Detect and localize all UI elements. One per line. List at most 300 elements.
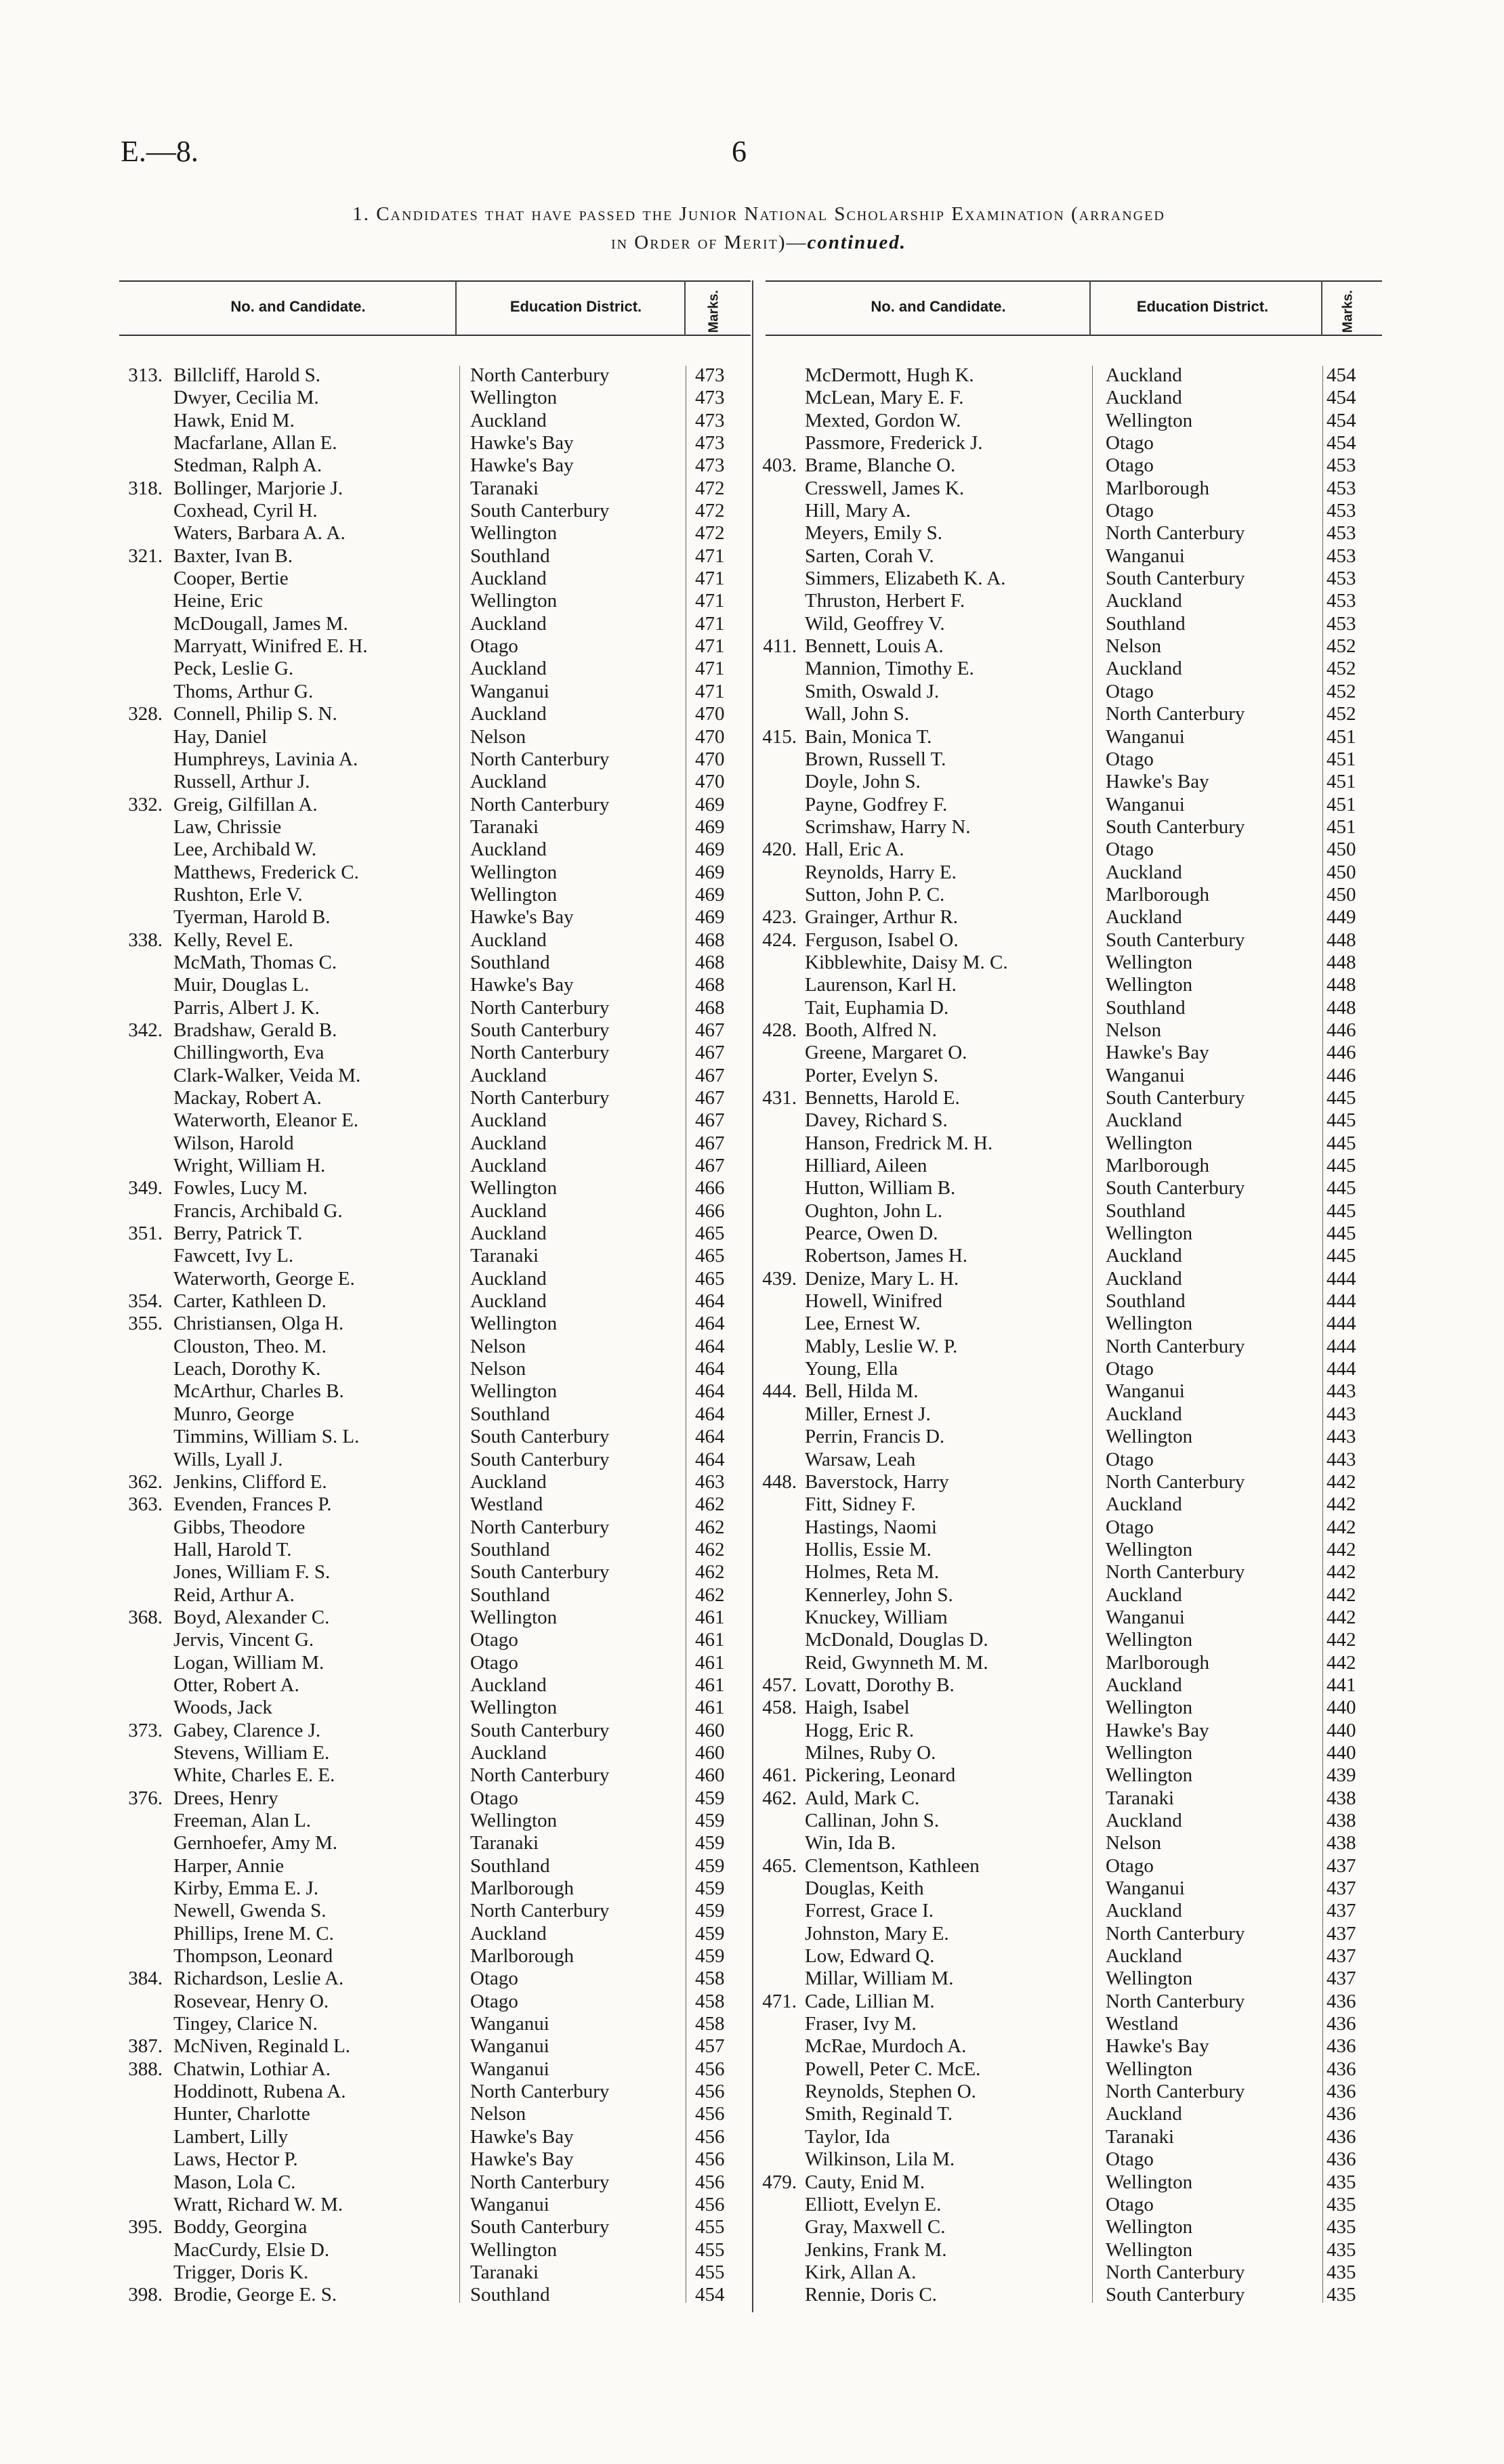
education-district: Hawke's Bay [470, 906, 574, 929]
table-row [753, 2148, 1382, 2171]
marks-value: 444 [1327, 1358, 1356, 1380]
candidate-name: Douglas, Keith [805, 1877, 924, 1900]
education-district: Wellington [1106, 1968, 1193, 1990]
education-district: South Canterbury [470, 500, 610, 522]
candidate-name: Lee, Archibald W. [173, 838, 317, 861]
table-row [753, 2284, 1382, 2306]
education-district: Wellington [1106, 1697, 1193, 1719]
education-district: Hawke's Bay [470, 432, 574, 454]
education-district: Auckland [1106, 1267, 1182, 1290]
education-district: Auckland [1106, 1810, 1182, 1831]
candidate-name: Tingey, Clarice N. [173, 2013, 318, 2035]
education-district: Otago [470, 635, 518, 658]
marks-value: 453 [1327, 612, 1356, 635]
table-row [753, 1991, 1382, 2013]
candidate-name: Booth, Alfred N. [805, 1019, 937, 1041]
education-district: North Canterbury [1106, 703, 1245, 725]
education-district: Hawke's Bay [470, 454, 574, 477]
table-row [753, 2013, 1382, 2035]
candidate-name: Auld, Mark C. [805, 1787, 920, 1809]
education-district: Wellington [1106, 2216, 1193, 2238]
candidate-name: Grainger, Arthur R. [805, 906, 958, 929]
education-district: Otago [1106, 1448, 1154, 1470]
candidate-name: Hill, Mary A. [805, 500, 911, 522]
candidate-name: Lovatt, Dorothy B. [805, 1674, 955, 1696]
table-row [753, 522, 1382, 545]
candidate-name: Lambert, Lilly [173, 2125, 289, 2148]
marks-value: 437 [1327, 1854, 1356, 1877]
candidate-name: Boddy, Georgina [173, 2216, 308, 2238]
marks-value: 436 [1327, 2125, 1356, 2148]
marks-value: 455 [695, 2238, 725, 2261]
education-district: Auckland [1106, 387, 1182, 409]
column-header-marks-right: Marks. [1340, 290, 1356, 333]
education-district: Wellington [470, 2238, 558, 2261]
education-district: Marlborough [470, 1877, 575, 1900]
education-district: Nelson [470, 1358, 526, 1380]
candidates-table-left [119, 364, 752, 2307]
candidate-name: Oughton, John L. [805, 1199, 942, 1222]
rank-number: 363. [128, 1493, 163, 1516]
marks-value: 471 [695, 545, 725, 567]
marks-value: 467 [695, 1132, 725, 1154]
table-row [753, 1674, 1382, 1697]
table-row [753, 952, 1382, 974]
education-district: North Canterbury [470, 2171, 610, 2193]
candidate-name: Hutton, William B. [805, 1177, 956, 1199]
education-district: Hawke's Bay [1106, 2035, 1209, 2058]
marks-value: 435 [1327, 2261, 1356, 2283]
education-district: Auckland [1106, 1900, 1182, 1922]
table-row [753, 906, 1382, 929]
candidate-name: Macfarlane, Allan E. [173, 432, 337, 454]
education-district: Wellington [1106, 1426, 1193, 1448]
table-row [753, 364, 1382, 387]
education-district: North Canterbury [470, 996, 610, 1019]
table-row [753, 1313, 1382, 1335]
rank-number: 462. [762, 1787, 797, 1809]
rank-number: 373. [128, 1719, 163, 1741]
education-district: Nelson [470, 725, 526, 748]
rank-number: 395. [128, 2216, 163, 2238]
marks-value: 453 [1327, 500, 1356, 522]
marks-value: 462 [695, 1538, 725, 1560]
education-district: Southland [470, 1854, 550, 1877]
education-district: Wanganui [1106, 1606, 1185, 1628]
marks-value: 464 [695, 1313, 725, 1335]
education-district: Southland [470, 1538, 550, 1560]
marks-value: 472 [695, 500, 725, 522]
marks-value: 440 [1327, 1741, 1356, 1764]
candidate-name: Hall, Harold T. [173, 1538, 292, 1560]
education-district: North Canterbury [1106, 522, 1245, 545]
table-row [753, 1245, 1382, 1267]
education-district: Auckland [1106, 1674, 1182, 1696]
marks-value: 459 [695, 1945, 725, 1968]
candidate-name: Smith, Reginald T. [805, 2103, 953, 2125]
marks-value: 435 [1327, 2171, 1356, 2193]
education-district: Wanganui [1106, 1380, 1185, 1403]
marks-value: 451 [1327, 771, 1356, 793]
candidate-name: Rushton, Erle V. [173, 883, 303, 906]
candidate-name: Bain, Monica T. [805, 725, 932, 748]
education-district: Westland [1106, 2013, 1179, 2035]
marks-value: 444 [1327, 1290, 1356, 1313]
rank-number: 355. [128, 1313, 163, 1335]
candidate-name: Woods, Jack [173, 1697, 272, 1719]
candidate-name: Kirk, Allan A. [805, 2261, 917, 2283]
candidate-name: Waterworth, George E. [173, 1267, 355, 1290]
table-row [119, 1877, 752, 1900]
education-district: Nelson [1106, 635, 1162, 658]
candidate-name: Cade, Lillian M. [805, 1990, 935, 2012]
marks-value: 459 [695, 1922, 725, 1945]
marks-value: 464 [695, 1380, 725, 1403]
marks-value: 459 [695, 1877, 725, 1900]
candidate-name: Miller, Ernest J. [805, 1403, 931, 1425]
marks-value: 444 [1327, 1335, 1356, 1357]
table-row [119, 1607, 752, 1629]
marks-value: 456 [695, 2125, 725, 2148]
education-district: Wellington [1106, 1132, 1193, 1154]
table-row [119, 1200, 752, 1223]
education-district: Wellington [470, 1810, 558, 1831]
table-row [753, 1290, 1382, 1313]
table-row [753, 1019, 1382, 1042]
education-district: Otago [1106, 1854, 1154, 1877]
candidate-name: Johnston, Mary E. [805, 1922, 949, 1945]
education-district: Wanganui [1106, 725, 1185, 748]
table-row [753, 454, 1382, 477]
marks-value: 449 [1327, 906, 1356, 929]
marks-value: 441 [1327, 1674, 1356, 1696]
marks-value: 436 [1327, 2081, 1356, 2103]
candidate-name: Young, Ella [805, 1358, 898, 1380]
table-row [119, 477, 752, 500]
education-district: North Canterbury [1106, 1990, 1245, 2012]
education-district: Marlborough [1106, 477, 1210, 499]
rank-number: 428. [762, 1019, 797, 1041]
education-district: North Canterbury [1106, 1922, 1245, 1945]
candidate-name: Payne, Godfrey F. [805, 793, 948, 815]
candidate-name: Phillips, Irene M. C. [173, 1922, 334, 1945]
table-row [119, 1652, 752, 1674]
table-row [119, 1223, 752, 1245]
candidate-name: Russell, Arthur J. [173, 771, 310, 793]
marks-value: 464 [695, 1448, 725, 1470]
table-row [753, 1877, 1382, 1900]
column-divider [1321, 280, 1322, 336]
education-district: Auckland [470, 1267, 547, 1290]
education-district: Otago [1106, 432, 1154, 454]
marks-value: 445 [1327, 1087, 1356, 1109]
education-district: Taranaki [470, 1245, 539, 1267]
education-district: Taranaki [470, 815, 539, 838]
candidate-name: Timmins, William S. L. [173, 1426, 360, 1448]
marks-value: 451 [1327, 725, 1356, 748]
education-district: Otago [1106, 454, 1154, 477]
candidate-name: Jones, William F. S. [173, 1561, 331, 1584]
candidate-name: Porter, Evelyn S. [805, 1064, 938, 1086]
table-row [753, 1629, 1382, 1651]
candidate-name: Parris, Albert J. K. [173, 996, 320, 1019]
marks-value: 471 [695, 612, 725, 635]
marks-value: 453 [1327, 590, 1356, 612]
rank-number: 471. [762, 1990, 797, 2012]
table-row [753, 2035, 1382, 2058]
table-row [119, 1403, 752, 1426]
education-district: South Canterbury [470, 2216, 610, 2238]
candidate-name: Reid, Arthur A. [173, 1584, 295, 1606]
table-row [119, 1358, 752, 1380]
table-row [119, 1516, 752, 1539]
rank-number: 362. [128, 1470, 163, 1493]
rank-number: 388. [128, 2058, 163, 2080]
marks-value: 469 [695, 861, 725, 883]
table-row [119, 1065, 752, 1087]
candidate-name: Mannion, Timothy E. [805, 658, 974, 680]
candidate-name: Boyd, Alexander C. [173, 1606, 330, 1628]
education-district: Hawke's Bay [1106, 771, 1209, 793]
column-header-district-right: Education District. [1136, 298, 1269, 315]
table-row [119, 1991, 752, 2013]
column-divider [455, 280, 457, 336]
candidate-name: Bell, Hilda M. [805, 1380, 919, 1403]
education-district: Auckland [470, 1741, 547, 1764]
education-district: Taranaki [470, 2261, 539, 2283]
table-row [753, 410, 1382, 432]
candidate-name: Billcliff, Harold S. [173, 364, 320, 386]
education-district: Auckland [1106, 2103, 1182, 2125]
candidate-name: Humphreys, Lavinia A. [173, 748, 358, 770]
candidate-name: Clark-Walker, Veida M. [173, 1064, 361, 1086]
table-row [119, 1290, 752, 1313]
table-row [119, 2013, 752, 2035]
rank-number: 461. [762, 1764, 797, 1787]
candidate-name: Stedman, Ralph A. [173, 454, 322, 477]
table-row [119, 2239, 752, 2261]
candidate-name: McArthur, Charles B. [173, 1380, 344, 1403]
education-district: Southland [1106, 996, 1186, 1019]
table-row [119, 1900, 752, 1922]
education-district: Otago [470, 1968, 518, 1990]
marks-value: 459 [695, 1900, 725, 1922]
education-district: Wanganui [470, 2058, 549, 2080]
marks-value: 467 [695, 1064, 725, 1086]
candidate-name: Cresswell, James K. [805, 477, 965, 499]
education-district: Hawke's Bay [1106, 1042, 1209, 1064]
candidate-name: Simmers, Elizabeth K. A. [805, 568, 1006, 590]
table-row [119, 2171, 752, 2194]
education-district: Auckland [470, 1290, 547, 1313]
marks-value: 451 [1327, 748, 1356, 770]
candidate-name: Laws, Hector P. [173, 2148, 298, 2171]
education-district: South Canterbury [470, 1019, 610, 1041]
education-district: Auckland [1106, 1584, 1182, 1606]
rank-number: 439. [762, 1267, 797, 1290]
candidate-name: Peck, Leslie G. [173, 658, 294, 680]
marks-value: 451 [1327, 815, 1356, 838]
candidate-name: Perrin, Francis D. [805, 1426, 945, 1448]
education-district: Wanganui [470, 2013, 549, 2035]
candidate-name: Dwyer, Cecilia M. [173, 387, 319, 409]
table-row [119, 1426, 752, 1448]
table-row [119, 2058, 752, 2081]
table-row [753, 1652, 1382, 1674]
rank-number: 448. [762, 1470, 797, 1493]
candidate-name: Gabey, Clarence J. [173, 1719, 321, 1741]
candidate-name: Warsaw, Leah [805, 1448, 916, 1470]
table-row [119, 1380, 752, 1403]
table-row [119, 771, 752, 793]
education-district: Nelson [470, 2103, 526, 2125]
table-row [753, 2239, 1382, 2261]
candidate-name: Newell, Gwenda S. [173, 1900, 327, 1922]
education-district: Auckland [470, 1199, 547, 1222]
table-row [753, 1065, 1382, 1087]
candidate-name: Berry, Patrick T. [173, 1223, 303, 1245]
marks-value: 471 [695, 590, 725, 612]
education-district: North Canterbury [470, 1900, 610, 1922]
marks-value: 461 [695, 1651, 725, 1674]
table-row [119, 454, 752, 477]
table-row [119, 387, 752, 409]
marks-value: 459 [695, 1810, 725, 1831]
table-row [753, 1155, 1382, 1177]
table-row [753, 838, 1382, 861]
table-row [119, 1109, 752, 1132]
table-row [119, 929, 752, 952]
education-district: Southland [470, 1584, 550, 1606]
marks-value: 460 [695, 1764, 725, 1787]
marks-value: 436 [1327, 2035, 1356, 2058]
rank-number: 351. [128, 1223, 163, 1245]
education-district: Wellington [1106, 1223, 1193, 1245]
education-district: Auckland [1106, 906, 1182, 929]
marks-value: 458 [695, 2013, 725, 2035]
table-row [119, 703, 752, 725]
marks-value: 466 [695, 1199, 725, 1222]
marks-value: 469 [695, 906, 725, 929]
candidate-name: Davey, Richard S. [805, 1109, 948, 1132]
rank-number: 465. [762, 1854, 797, 1877]
education-district: Southland [1106, 1199, 1186, 1222]
marks-value: 456 [695, 2171, 725, 2193]
table-row [753, 2103, 1382, 2125]
table-row [119, 432, 752, 454]
marks-value: 464 [695, 1358, 725, 1380]
marks-value: 443 [1327, 1426, 1356, 1448]
education-district: Wellington [1106, 951, 1193, 973]
table-row [753, 1584, 1382, 1607]
table-row [119, 1764, 752, 1787]
rank-number: 354. [128, 1290, 163, 1313]
candidate-name: Knuckey, William [805, 1606, 948, 1628]
candidate-name: Milnes, Ruby O. [805, 1741, 936, 1764]
candidate-name: Smith, Oswald J. [805, 680, 940, 702]
table-row [753, 2171, 1382, 2194]
table-row [753, 1561, 1382, 1584]
candidate-name: Muir, Douglas L. [173, 974, 310, 996]
marks-value: 472 [695, 477, 725, 499]
rank-number: 403. [762, 454, 797, 477]
marks-value: 456 [695, 2193, 725, 2215]
marks-value: 442 [1327, 1561, 1356, 1584]
table-row [119, 1132, 752, 1155]
table-row [119, 1245, 752, 1267]
education-district: Otago [1106, 838, 1154, 861]
marks-value: 436 [1327, 2058, 1356, 2080]
education-district: Otago [1106, 1358, 1154, 1380]
marks-value: 461 [695, 1674, 725, 1696]
marks-value: 450 [1327, 838, 1356, 861]
education-district: Wellington [1106, 1313, 1193, 1335]
rank-number: 444. [762, 1380, 797, 1403]
marks-value: 472 [695, 522, 725, 545]
marks-value: 436 [1327, 1990, 1356, 2012]
education-district: Southland [1106, 612, 1186, 635]
education-district: Taranaki [1106, 2125, 1175, 2148]
table-row [119, 1471, 752, 1493]
candidate-name: Wratt, Richard W. M. [173, 2193, 343, 2215]
education-district: Hawke's Bay [470, 2125, 574, 2148]
table-row [119, 1177, 752, 1199]
table-row [119, 1449, 752, 1471]
table-row [753, 1177, 1382, 1199]
candidate-name: Mexted, Gordon W. [805, 409, 961, 431]
table-row [119, 1945, 752, 1968]
table-row [753, 1832, 1382, 1854]
header-top-rule-right [766, 280, 1382, 282]
education-district: Otago [1106, 500, 1154, 522]
candidate-name: Denize, Mary L. H. [805, 1267, 959, 1290]
education-district: Otago [470, 1651, 518, 1674]
candidate-name: Passmore, Frederick J. [805, 432, 983, 454]
marks-value: 464 [695, 1426, 725, 1448]
table-row [119, 1042, 752, 1064]
marks-value: 473 [695, 387, 725, 409]
marks-value: 448 [1327, 951, 1356, 973]
candidate-name: Thompson, Leonard [173, 1945, 333, 1968]
education-district: Hawke's Bay [470, 974, 574, 996]
marks-value: 445 [1327, 1109, 1356, 1132]
marks-value: 473 [695, 409, 725, 431]
candidate-name: Elliott, Evelyn E. [805, 2193, 942, 2215]
header-bottom-rule-right [766, 335, 1382, 336]
candidate-name: Francis, Archibald G. [173, 1199, 343, 1222]
education-district: South Canterbury [1106, 2284, 1245, 2306]
table-row [753, 771, 1382, 793]
education-district: Auckland [470, 658, 547, 680]
education-district: Auckland [1106, 364, 1182, 386]
education-district: Otago [1106, 680, 1154, 702]
candidate-name: Bennett, Louis A. [805, 635, 944, 658]
table-row [119, 1155, 752, 1177]
candidate-name: Greig, Gilfillan A. [173, 793, 318, 815]
table-row [119, 2081, 752, 2103]
marks-value: 456 [695, 2103, 725, 2125]
marks-value: 437 [1327, 1900, 1356, 1922]
marks-value: 460 [695, 1719, 725, 1741]
marks-value: 448 [1327, 974, 1356, 996]
candidate-name: Fitt, Sidney F. [805, 1493, 916, 1516]
candidate-name: Haigh, Isabel [805, 1697, 910, 1719]
education-district: Auckland [470, 1155, 547, 1177]
marks-value: 468 [695, 951, 725, 973]
education-district: North Canterbury [470, 1764, 610, 1787]
education-district: Otago [1106, 1516, 1154, 1538]
education-district: South Canterbury [1106, 929, 1245, 951]
